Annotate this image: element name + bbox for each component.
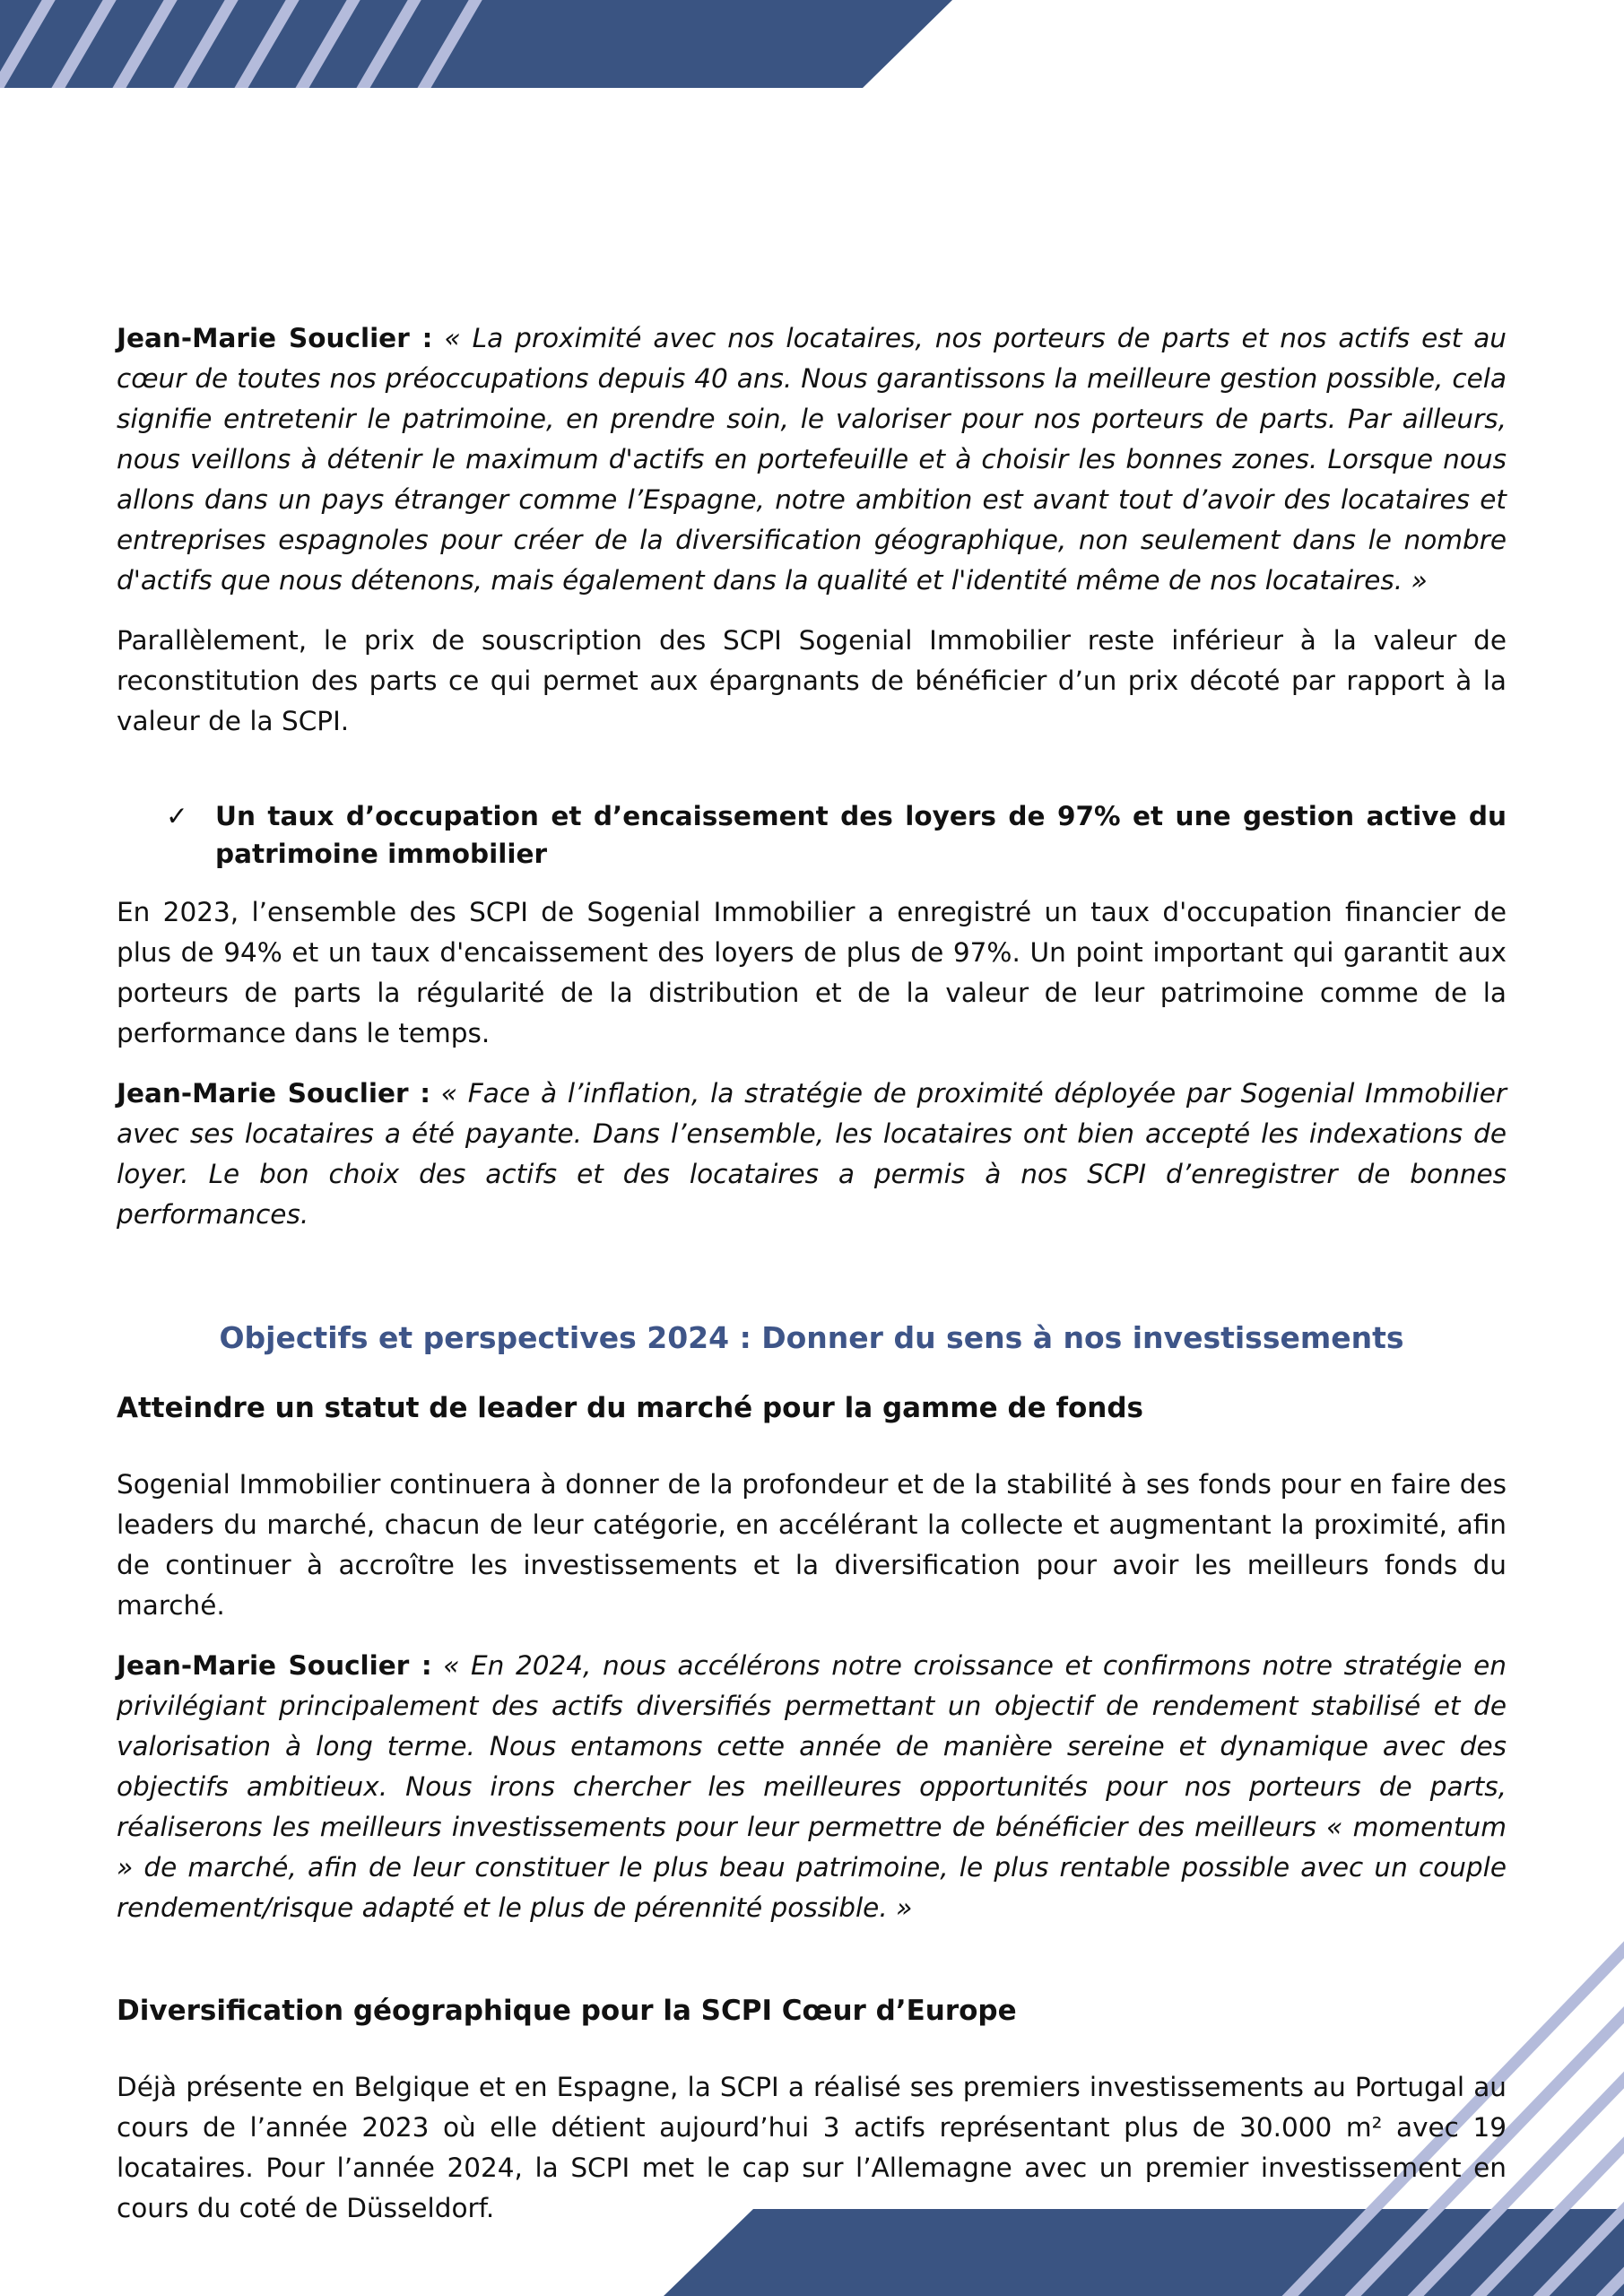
body-paragraph-leader: Sogenial Immobilier continuera à donner de la profondeur et de la stabilité à ses fonds pour en faire des leaders du marché, chacun de leur catégorie, en accélérant la collecte et augmentant la proximité, afin de continuer à accroître les investissements et la diversification pour avoir les meilleurs fonds du marché. (117, 1469, 1507, 1621)
quote-paragraph-1 (117, 318, 1507, 601)
body-paragraph-price: Parallèlement, le prix de souscription des SCPI Sogenial Immobilier reste inférieur à la valeur de reconstitution des parts ce qui permet aux épargnants de bénéficier d’un prix décoté par rapport à la valeur de la SCPI. (117, 625, 1507, 736)
quote-text: « Face à l’inflation, la stratégie de proximité déployée par Sogenial Immobilier avec ses locataires a été payante. Dans l’ensemble, les locataires ont bien accepté les indexations de loyer. Le bon choix des actifs et des locataires a permis à nos SCPI d’enregistrer de bonnes performances. (117, 1078, 1507, 1230)
body-paragraph-occupation: En 2023, l’ensemble des SCPI de Sogenial Immobilier a enregistré un taux d'occupation financier de plus de 94% et un taux d'encaissement des loyers de plus de 97%. Un point important qui garantit aux porteurs de parts la régularité de la distribution et de la valeur de leur patrimoine comme de la performance dans le temps. (117, 897, 1507, 1048)
quote-text: « En 2024, nous accélérons notre croissance et confirmons notre stratégie en privilégiant principalement des actifs diversifiés permettant un objectif de rendement stabilisé et de valorisation à long terme. Nous entamons cette année de manière sereine et dynamique avec des objectifs ambitieux. Nous irons chercher les meilleures opportunités pour nos porteurs de parts, réaliserons les meilleurs investissements pour leur permettre de bénéficier des meilleurs « momentum » de marché, afin de leur constituer le plus beau patrimoine, le plus rentable possible avec un couple rendement/risque adapté et le plus de pérennité possible. » (117, 1650, 1507, 1923)
bullet-occupation-rate (117, 797, 1507, 873)
body-paragraph-diversification: Déjà présente en Belgique et en Espagne, la SCPI a réalisé ses premiers investissements au Portugal au cours de l’année 2023 où elle détient aujourd’hui 3 actifs représentant plus de 30.000 m² avec 19 locataires. Pour l’année 2024, la SCPI met le cap sur l’Allemagne avec un premier investissement en cours du coté de Düsseldorf. (117, 2072, 1507, 2223)
speaker-name: Jean-Marie Souclier : (117, 1650, 432, 1681)
section-title: Objectifs et perspectives 2024 : Donner du sens à nos investissements (219, 1320, 1404, 1355)
subheading-leader: Atteindre un statut de leader du marché pour la gamme de fonds (117, 1392, 1143, 1424)
quote-text: « La proximité avec nos locataires, nos porteurs de parts et nos actifs est au cœur de toutes nos préoccupations depuis 40 ans. Nous garantissons la meilleure gestion possible, cela signifie entretenir le patrimoine, en prendre soin, le valoriser pour nos porteurs de parts. Par ailleurs, nous veillons à détenir le maximum d'actifs en portefeuille et à choisir les bonnes zones. Lorsque nous allons dans un pays étranger comme l’Espagne, notre ambition est avant tout d’avoir des locataires et entreprises espagnoles pour créer de la diversification géographique, non seulement dans le nombre d'actifs que nous détenons, mais également dans la qualité et l'identité même de nos locataires. » (117, 323, 1507, 596)
quote-paragraph-2 (117, 1074, 1507, 1235)
quote-paragraph-3 (117, 1646, 1507, 1928)
subheading-diversification: Diversification géographique pour la SCPI Cœur d’Europe (117, 1995, 1017, 2027)
speaker-name: Jean-Marie Souclier : (117, 323, 433, 353)
document-body (117, 318, 1507, 2229)
checkmark-icon: ✓ (166, 801, 188, 831)
speaker-name: Jean-Marie Souclier : (117, 1078, 430, 1109)
bullet-text: Un taux d’occupation et d’encaissement des loyers de 97% et une gestion active du patrimoine immobilier (215, 801, 1507, 869)
